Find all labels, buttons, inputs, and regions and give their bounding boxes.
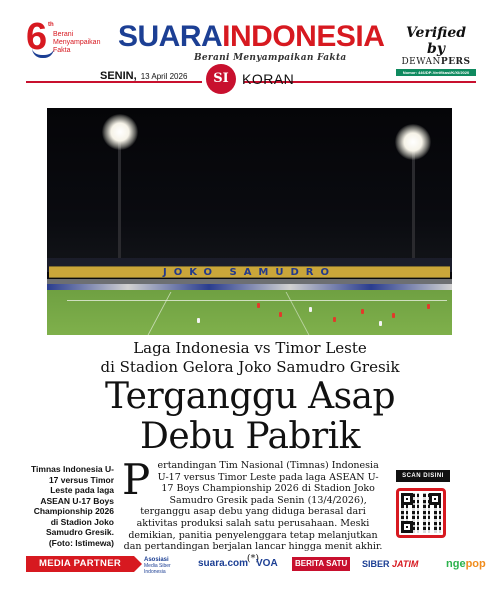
pers-text: PERS bbox=[440, 57, 471, 67]
siber-text: SIBER bbox=[362, 559, 390, 569]
qr-finder bbox=[401, 493, 413, 505]
partner-amsi-logo[interactable] bbox=[144, 557, 194, 575]
headline-line-1: Terganggu Asap bbox=[104, 376, 396, 417]
qr-finder bbox=[401, 521, 413, 533]
amsi-line-2: Media Siber bbox=[144, 563, 171, 569]
headline-line-2: Debu Pabrik bbox=[140, 416, 360, 457]
partner-beritasatu-logo[interactable]: BERITA SATU bbox=[292, 557, 350, 571]
dewan-pers bbox=[396, 57, 476, 68]
player bbox=[257, 303, 260, 308]
dateline bbox=[100, 66, 187, 80]
article-text: ertandingan Tim Nasional (Timnas) Indonesia U-17 versus Timor Leste pada laga ASEAN U-17 Boys Championship 2026 di Stadion Joko Samudro Gresik pada Senin (13/4/2026), terganggu asap debu yang diduga berasal dari aktivitas produksi salah satu perusahaan. Meski demikian, panitia penyelenggara tetap melanjutkan dan pertandingan berjalan lancar hingga menit akhir. (*) bbox=[123, 460, 383, 564]
player bbox=[427, 304, 430, 309]
edition-day: SENIN, bbox=[100, 70, 137, 82]
qr-code-icon[interactable] bbox=[401, 493, 441, 533]
media-partner-label: MEDIA PARTNER bbox=[26, 556, 134, 572]
drop-cap: P bbox=[122, 455, 151, 504]
ngepop-b: pop bbox=[465, 558, 486, 570]
player bbox=[279, 312, 282, 317]
player bbox=[309, 307, 312, 312]
dewan-text: DEWAN bbox=[401, 57, 441, 67]
floodlight-tower-left bbox=[118, 136, 121, 266]
amsi-line-1: Asosiasi bbox=[144, 557, 169, 563]
article-deck bbox=[0, 339, 500, 377]
verification-number: Nomor: 446/DP-Verifikasi/K/XI/2020 bbox=[396, 69, 476, 76]
scan-qr[interactable] bbox=[396, 470, 450, 538]
ngepop-a: nge bbox=[446, 558, 466, 570]
brand-indonesia: INDONESIA bbox=[222, 20, 385, 53]
dewan-pers-badge bbox=[396, 25, 476, 76]
brand-suara: SUARA bbox=[118, 20, 223, 53]
floodlight-left bbox=[102, 114, 138, 150]
player bbox=[197, 318, 200, 323]
qr-finder bbox=[429, 493, 441, 505]
player bbox=[392, 313, 395, 318]
deck-line-2: di Stadion Gelora Joko Samudro Gresik bbox=[100, 358, 400, 376]
partner-ngepop-logo[interactable] bbox=[446, 557, 486, 571]
partner-suaracom-logo[interactable]: suara.com bbox=[198, 558, 249, 569]
amsi-line-3: Indonesia bbox=[144, 569, 166, 575]
player bbox=[333, 317, 336, 322]
si-logo-icon: SI bbox=[206, 64, 236, 94]
edition-date: 13 April 2026 bbox=[140, 72, 188, 81]
verified-by: Verified by bbox=[405, 25, 467, 57]
partner-siberjatim-logo[interactable] bbox=[362, 557, 418, 571]
qr-code-frame[interactable] bbox=[396, 488, 446, 538]
scan-label: SCAN DISINI bbox=[396, 470, 450, 482]
deck-line-1: Laga Indonesia vs Timor Leste bbox=[133, 339, 367, 357]
anniversary-logo bbox=[26, 16, 101, 62]
player bbox=[361, 309, 364, 314]
anniversary-number: 6 bbox=[26, 16, 48, 58]
stadium-banner: JOKO SAMUDRO bbox=[49, 266, 450, 278]
anniversary-suffix: th bbox=[48, 22, 54, 28]
floodlight-right bbox=[395, 124, 431, 160]
article-headline bbox=[0, 377, 500, 457]
player bbox=[379, 321, 382, 326]
match-photo bbox=[47, 108, 452, 335]
article-body bbox=[122, 455, 384, 564]
brand-motto: Berani Menyampaikan Fakta bbox=[194, 53, 347, 63]
anniversary-tagline: Berani Menyampaikan Fakta bbox=[53, 31, 101, 54]
partner-voa-logo[interactable]: VOA bbox=[256, 558, 278, 569]
section-label: KORAN bbox=[242, 71, 295, 87]
floodlight-tower-right bbox=[412, 144, 415, 264]
brand-logo[interactable] bbox=[118, 22, 384, 63]
photo-caption: Timnas Indonesia U-17 versus Timor Leste pada laga ASEAN U-17 Boys Championship 2026 di Stadion Joko Samudro Gresik. (Foto: Istimewa) bbox=[31, 464, 114, 548]
masthead bbox=[0, 0, 500, 75]
pitch-line bbox=[67, 300, 447, 301]
media-partner-bar bbox=[26, 556, 486, 575]
jatim-text: JATIM bbox=[392, 559, 419, 569]
